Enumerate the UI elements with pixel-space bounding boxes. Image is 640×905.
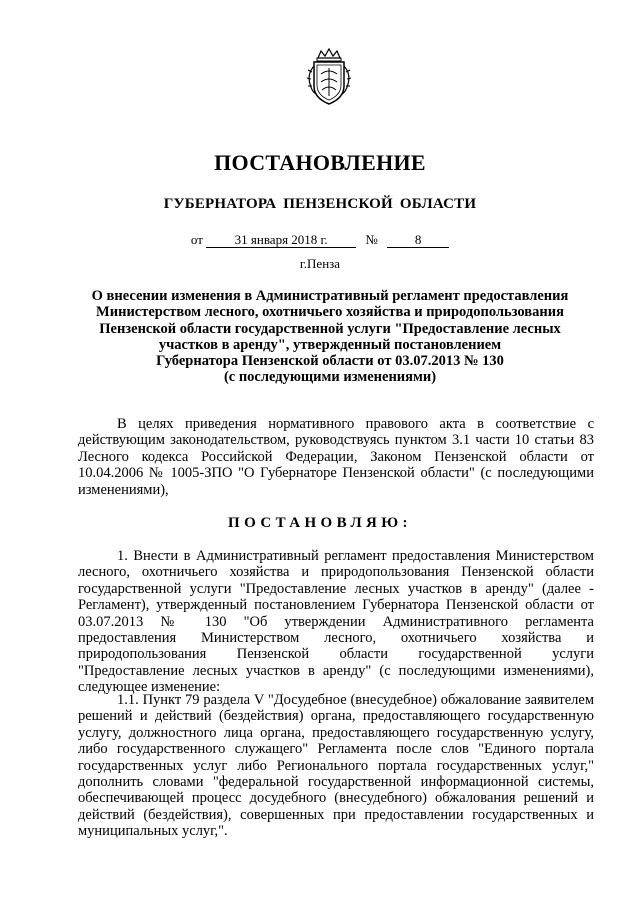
heading-line: Губернатора Пензенской области от 03.07.2013 № 130	[156, 353, 504, 370]
heading-line: Пензенской области государственной услуги "Предоставление лесных	[99, 320, 561, 337]
date-number-line	[0, 232, 640, 248]
penza-region-coat-of-arms-icon	[304, 48, 354, 106]
decree-word: ПОСТАНОВЛЯЮ:	[228, 515, 412, 531]
issuer-subtitle: ГУБЕРНАТОРА ПЕНЗЕНСКОЙ ОБЛАСТИ	[163, 196, 477, 212]
heading-line: (с последующими изменениями)	[223, 369, 437, 386]
heading-line: Министерством лесного, охотничьего хозяйства и природопользования	[96, 304, 564, 321]
intro-paragraph: В целях приведения нормативного правового акта в соответствие с действующим законодательством, руководствуясь пунктом 3.1 части 10 статьи 83 Лесного кодекса Российской Федерации, Законом Пензенской области от 10.04.2006 № 1005-ЗПО "О Губернаторе Пензенской области" (с последующими изменениями),	[78, 416, 594, 498]
heading-line: О внесении изменения в Административный регламент предоставления	[91, 288, 569, 304]
item-1-1-paragraph: 1.1. Пункт 79 раздела V "Досудебное (внесудебное) обжалование заявителем решений и действий (бездействия) органа, предоставляющего государственную услугу, должностного лица органа, предоставляющего государственную услугу, либо государственного служащего" Регламента после слов "Единого портала государственных услуг либо Регионального портала государственных услуг," дополнить словами "федеральной государственной информационной системы, обеспечивающей процесс досудебного (внесудебного) обжалования решений и действий (бездействия), совершенных при предоставлении государственных и муниципальных услуг,".	[78, 692, 594, 840]
document-heading	[80, 288, 580, 386]
item-1-paragraph: 1. Внести в Административный регламент предоставления Министерством лесного, охотничьего хозяйства и природопользования Пензенской области государственной услуги "Предоставление лесных участков в аренду" (далее - Регламент), утвержденный постановлением Губернатора Пензенской области от 03.07.2013 № 130 "Об утверждении Административного регламента предоставления Министерством лесного, охотничьего хозяйства и природопользования Пензенской области государственной услуги "Предоставление лесных участков в аренду" (с последующими изменениями), следующее изменение:	[78, 548, 594, 696]
date-prefix: от	[190, 232, 203, 247]
document-number: 8	[387, 232, 449, 248]
heading-line: участков в аренду", утвержденный постановлением	[158, 336, 502, 353]
document-date: 31 января 2018 г.	[206, 232, 356, 248]
document-title: ПОСТАНОВЛЕНИЕ	[214, 150, 426, 175]
document-city: г.Пенза	[299, 256, 341, 271]
number-label: №	[365, 232, 378, 247]
